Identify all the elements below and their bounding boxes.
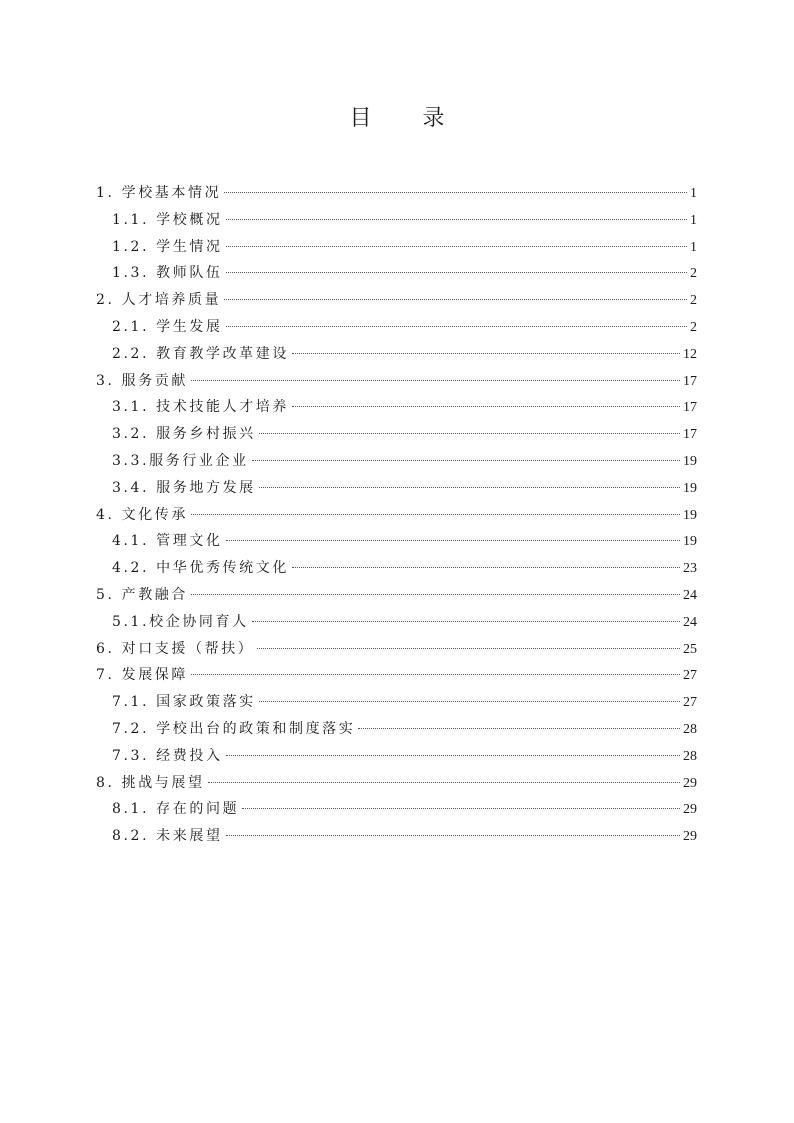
toc-entry-label: 7. 发展保障 — [96, 667, 189, 684]
toc-entry[interactable] — [96, 528, 697, 555]
toc-entry[interactable] — [96, 314, 697, 341]
toc-entry[interactable] — [96, 662, 697, 689]
toc-entry-page: 17 — [683, 373, 697, 389]
toc-entry[interactable] — [96, 234, 697, 261]
dot-leader — [292, 567, 680, 568]
toc-entry-page: 2 — [690, 293, 697, 309]
toc-entry-page: 19 — [683, 453, 697, 469]
toc-entry-page: 19 — [683, 507, 697, 523]
toc-entry[interactable] — [96, 823, 697, 850]
toc-entry[interactable] — [96, 502, 697, 529]
toc-entry[interactable] — [96, 368, 697, 395]
toc-entry[interactable] — [96, 448, 697, 475]
toc-entry-page: 1 — [690, 239, 697, 255]
toc-entry-label: 7.2. 学校出台的政策和制度落实 — [112, 720, 356, 737]
dot-leader — [226, 272, 687, 273]
toc-entry-page: 24 — [683, 614, 697, 630]
dot-leader — [208, 782, 680, 783]
toc-entry[interactable] — [96, 475, 697, 502]
toc-entry-page: 2 — [690, 319, 697, 335]
toc-entry-page: 23 — [683, 561, 697, 577]
toc-entry[interactable] — [96, 421, 697, 448]
toc-entry-label: 1.3. 教师队伍 — [112, 265, 223, 282]
dot-leader — [226, 540, 680, 541]
toc-entry-label: 3.4. 服务地方发展 — [112, 479, 256, 496]
toc-entry-label: 2.2. 教育教学改革建设 — [112, 345, 289, 362]
toc-entry-label: 3.2. 服务乡村振兴 — [112, 426, 256, 443]
toc-entry-label: 1. 学校基本情况 — [96, 185, 222, 201]
toc-entry-page: 28 — [683, 721, 697, 737]
toc-entry[interactable] — [96, 609, 697, 636]
dot-leader — [259, 433, 680, 434]
dot-leader — [259, 487, 680, 488]
dot-leader — [259, 701, 680, 702]
toc-entry-label: 3. 服务贡献 — [96, 372, 189, 389]
toc-entry[interactable] — [96, 207, 697, 234]
toc-entry-label: 8. 挑战与展望 — [96, 774, 205, 791]
dot-leader — [226, 755, 680, 756]
toc-entry-page: 29 — [683, 802, 697, 818]
toc-entry[interactable] — [96, 770, 697, 797]
toc-entry-page: 29 — [683, 775, 697, 791]
dot-leader — [224, 299, 687, 300]
toc-entry-label: 2.1. 学生发展 — [112, 318, 223, 335]
dot-leader — [226, 326, 687, 327]
toc-entry[interactable] — [96, 636, 697, 663]
toc-entry-label: 5. 产教融合 — [96, 586, 189, 603]
page-title: 目 录 — [349, 106, 467, 131]
dot-leader — [252, 621, 680, 622]
toc-entry-page: 27 — [683, 695, 697, 711]
dot-leader — [191, 380, 680, 381]
toc-entry[interactable] — [96, 796, 697, 823]
dot-leader — [226, 246, 687, 247]
toc-entry-page: 1 — [690, 212, 697, 228]
toc-entry-label: 7.3. 经费投入 — [112, 747, 223, 764]
toc-entry[interactable] — [96, 555, 697, 582]
toc-entry-label: 3.3.服务行业企业 — [112, 452, 249, 469]
toc-entry-label: 8.2. 未来展望 — [112, 828, 223, 845]
toc-entry-label: 4.2. 中华优秀传统文化 — [112, 560, 289, 577]
dot-leader — [252, 460, 680, 461]
toc-entry-page: 19 — [683, 534, 697, 550]
dot-leader — [224, 192, 687, 193]
toc-entry[interactable] — [96, 743, 697, 770]
toc-entry[interactable] — [96, 180, 697, 207]
toc-entry-page: 12 — [683, 346, 697, 362]
toc-entry-page: 27 — [683, 668, 697, 684]
toc-entry[interactable] — [96, 582, 697, 609]
toc-entry-label: 3.1. 技术技能人才培养 — [112, 399, 289, 416]
toc-entry[interactable] — [96, 287, 697, 314]
toc-entry-label: 4. 文化传承 — [96, 506, 189, 523]
dot-leader — [242, 808, 680, 809]
table-of-contents — [96, 180, 697, 850]
dot-leader — [292, 406, 680, 407]
toc-entry[interactable] — [96, 394, 697, 421]
toc-entry[interactable] — [96, 689, 697, 716]
toc-entry-label: 1.1. 学校概况 — [112, 211, 223, 228]
toc-entry-label: 6. 对口支援（帮扶） — [96, 640, 255, 657]
dot-leader — [292, 353, 680, 354]
toc-entry-page: 1 — [690, 186, 697, 201]
toc-entry-label: 2. 人才培养质量 — [96, 292, 222, 309]
dot-leader — [358, 728, 680, 729]
dot-leader — [191, 594, 680, 595]
toc-entry-label: 1.2. 学生情况 — [112, 238, 223, 255]
toc-entry-page: 29 — [683, 829, 697, 845]
toc-entry-label: 5.1.校企协同育人 — [112, 613, 249, 630]
dot-leader — [191, 674, 680, 675]
dot-leader — [226, 835, 680, 836]
toc-entry[interactable] — [96, 260, 697, 287]
toc-entry-page: 25 — [683, 641, 697, 657]
toc-entry-page: 2 — [690, 266, 697, 282]
dot-leader — [226, 219, 687, 220]
toc-entry-label: 8.1. 存在的问题 — [112, 801, 240, 818]
toc-entry-page: 17 — [683, 400, 697, 416]
toc-entry-page: 24 — [683, 587, 697, 603]
toc-entry-page: 17 — [683, 427, 697, 443]
toc-entry-page: 28 — [683, 748, 697, 764]
dot-leader — [257, 648, 680, 649]
toc-entry[interactable] — [96, 341, 697, 368]
toc-entry-label: 7.1. 国家政策落实 — [112, 694, 256, 711]
toc-entry-page: 19 — [683, 480, 697, 496]
dot-leader — [191, 514, 680, 515]
toc-entry-label: 4.1. 管理文化 — [112, 533, 223, 550]
toc-entry[interactable] — [96, 716, 697, 743]
